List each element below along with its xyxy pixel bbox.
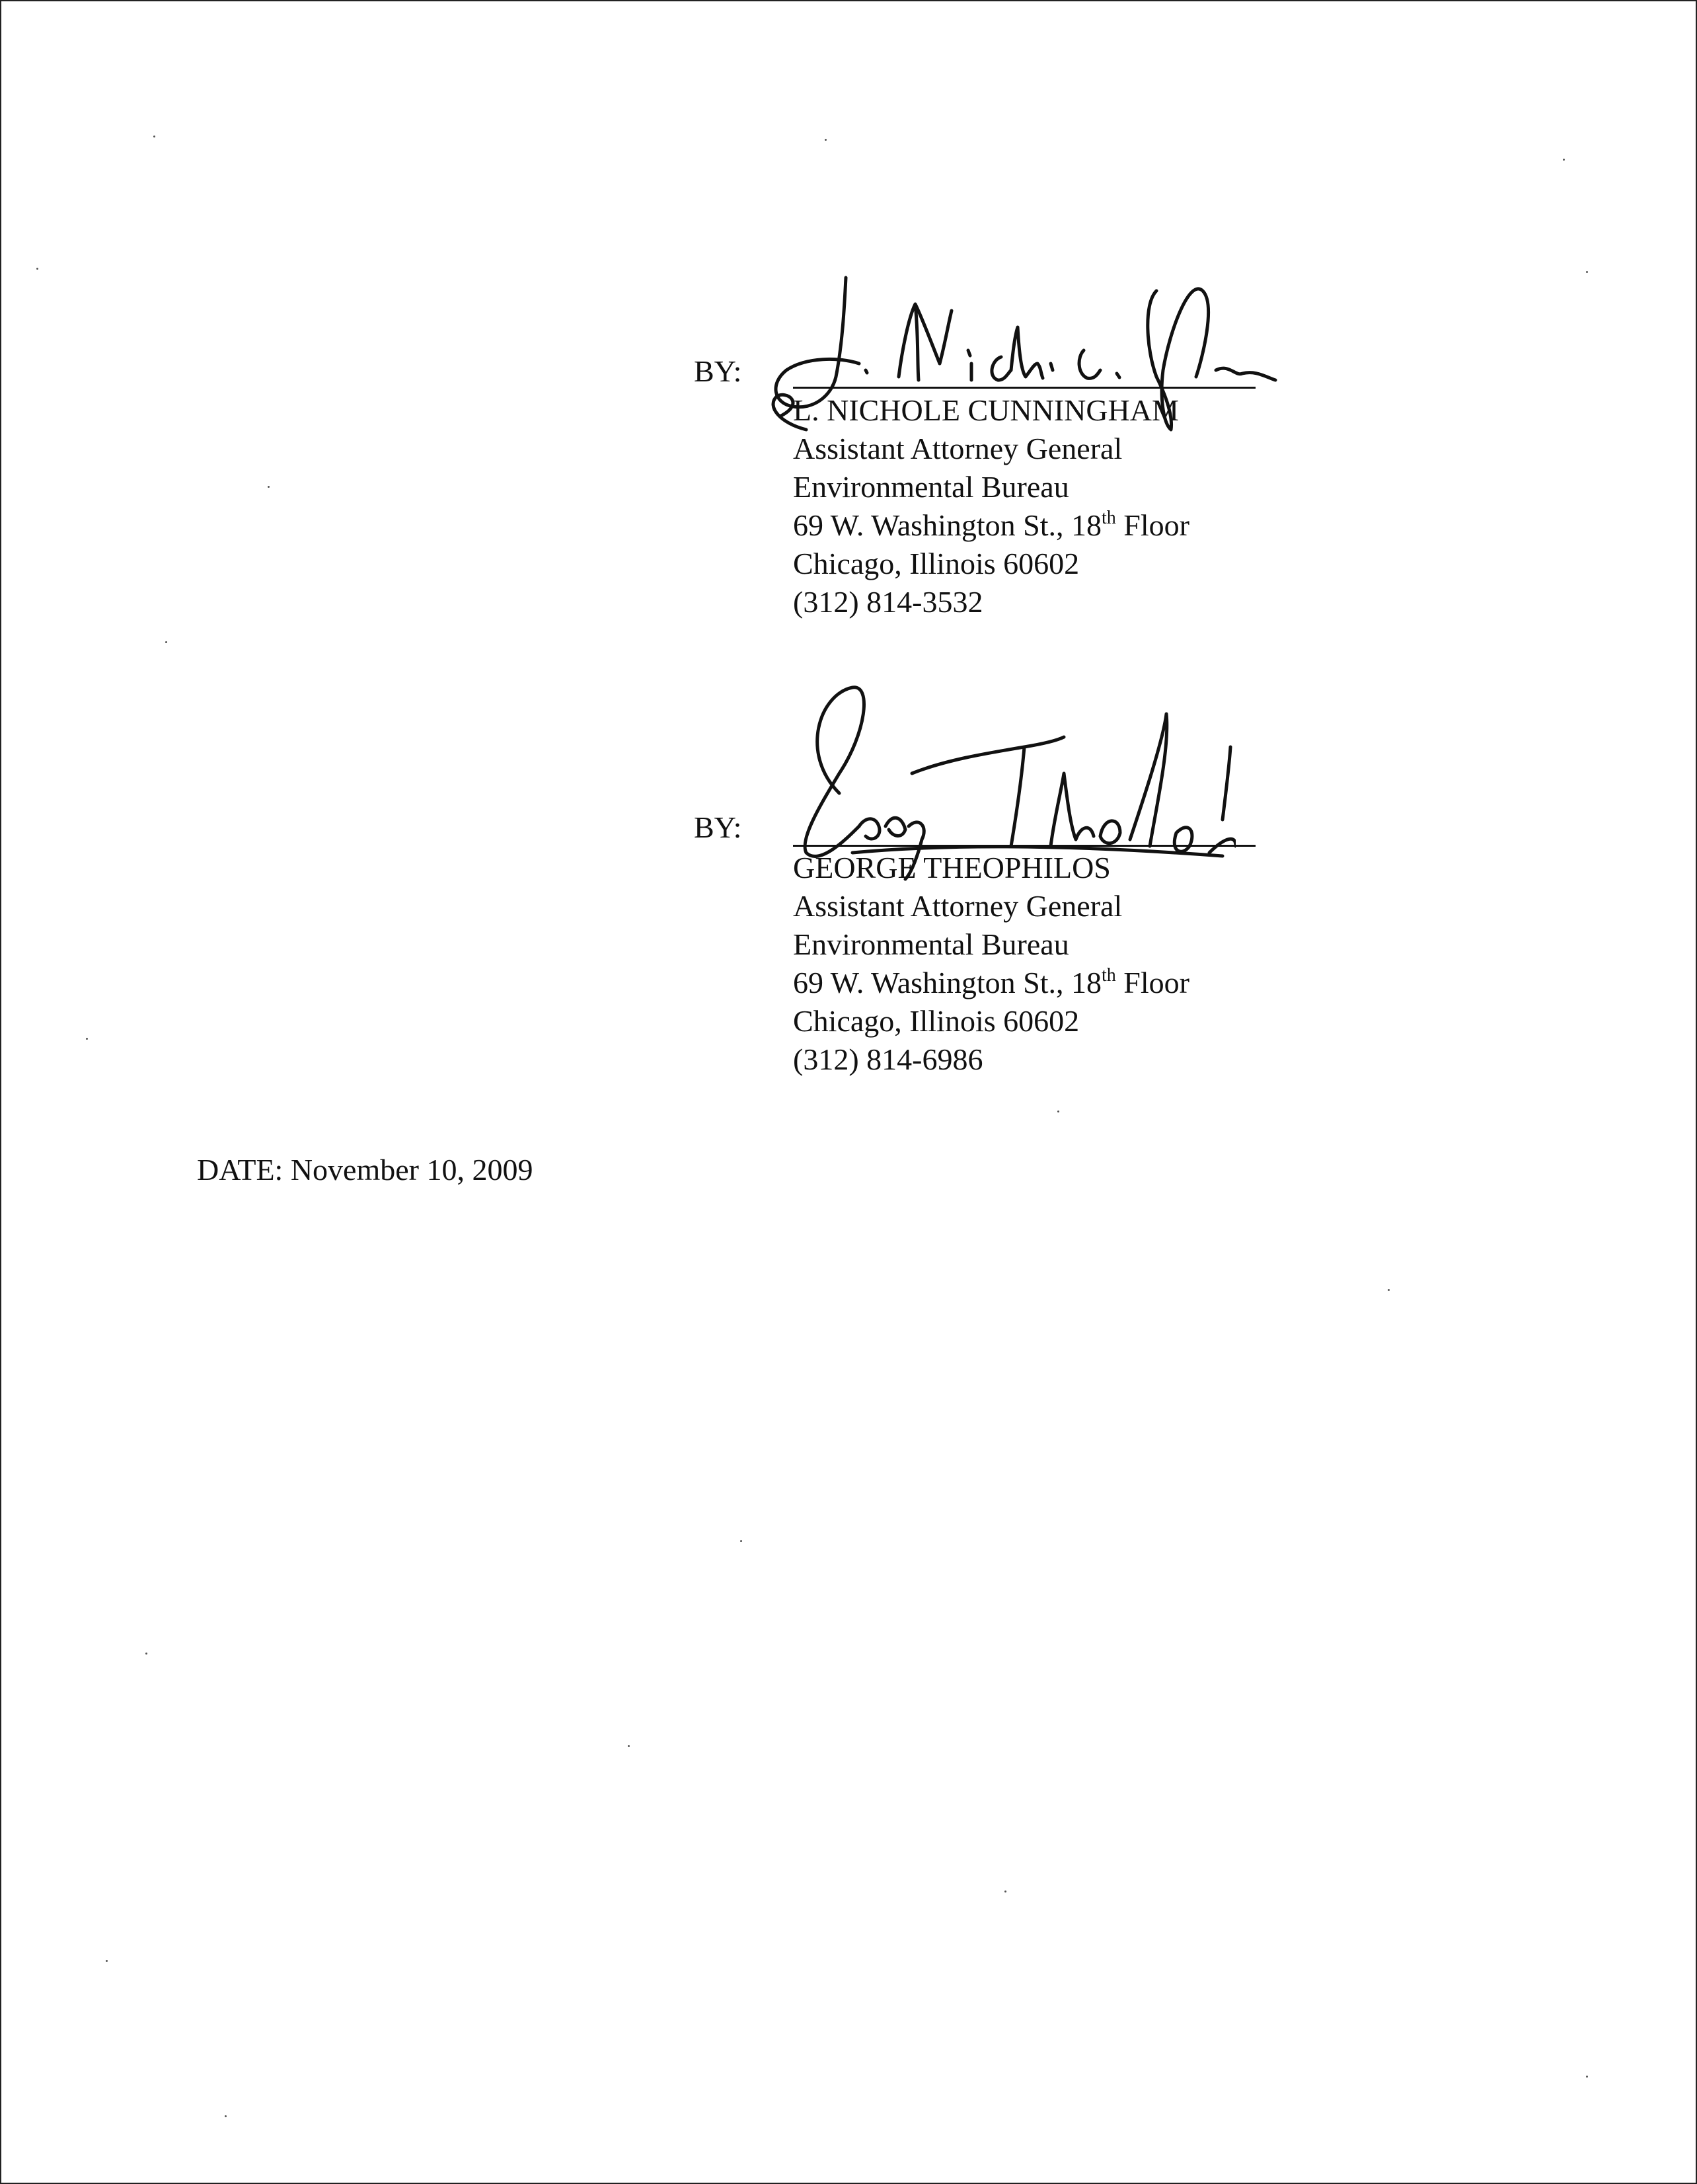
scan-speck [740,1540,742,1542]
scan-speck [1057,1111,1059,1112]
scan-speck [36,268,38,270]
scan-speck [106,1960,108,1962]
signer-address: 69 W. Washington St., 18th Floor [793,508,1189,542]
scan-speck [825,139,827,141]
signer-phone: (312) 814-3532 [793,585,983,619]
scan-speck [1586,271,1588,273]
scan-speck [1004,1891,1006,1892]
signer-block-2 [793,849,1189,1079]
by-label-1: BY: [694,354,742,388]
scan-speck [165,641,167,643]
signer-title: Assistant Attorney General [793,432,1123,465]
signer-name: L. NICHOLE CUNNINGHAM [793,393,1179,427]
signature-line-2 [793,845,1256,847]
scan-speck [86,1038,88,1040]
signer-city: Chicago, Illinois 60602 [793,547,1080,580]
signer-bureau: Environmental Bureau [793,470,1069,504]
signer-address: 69 W. Washington St., 18th Floor [793,965,1189,999]
scan-speck [225,2115,227,2117]
scan-speck [153,136,155,137]
signer-bureau: Environmental Bureau [793,927,1069,961]
scan-speck [628,1745,630,1747]
signer-block-1 [793,391,1189,621]
date-line: DATE: November 10, 2009 [197,1153,533,1187]
signer-title: Assistant Attorney General [793,889,1123,923]
scan-speck [1563,159,1565,161]
scan-speck [1388,1289,1390,1291]
by-label-2: BY: [694,810,742,844]
scan-speck [268,486,270,488]
signer-phone: (312) 814-6986 [793,1042,983,1076]
signer-name: GEORGE THEOPHILOS [793,851,1111,884]
signer-city: Chicago, Illinois 60602 [793,1004,1080,1038]
scan-speck [145,1653,147,1655]
signature-line-1 [793,387,1256,389]
scan-speck [1586,2076,1588,2078]
